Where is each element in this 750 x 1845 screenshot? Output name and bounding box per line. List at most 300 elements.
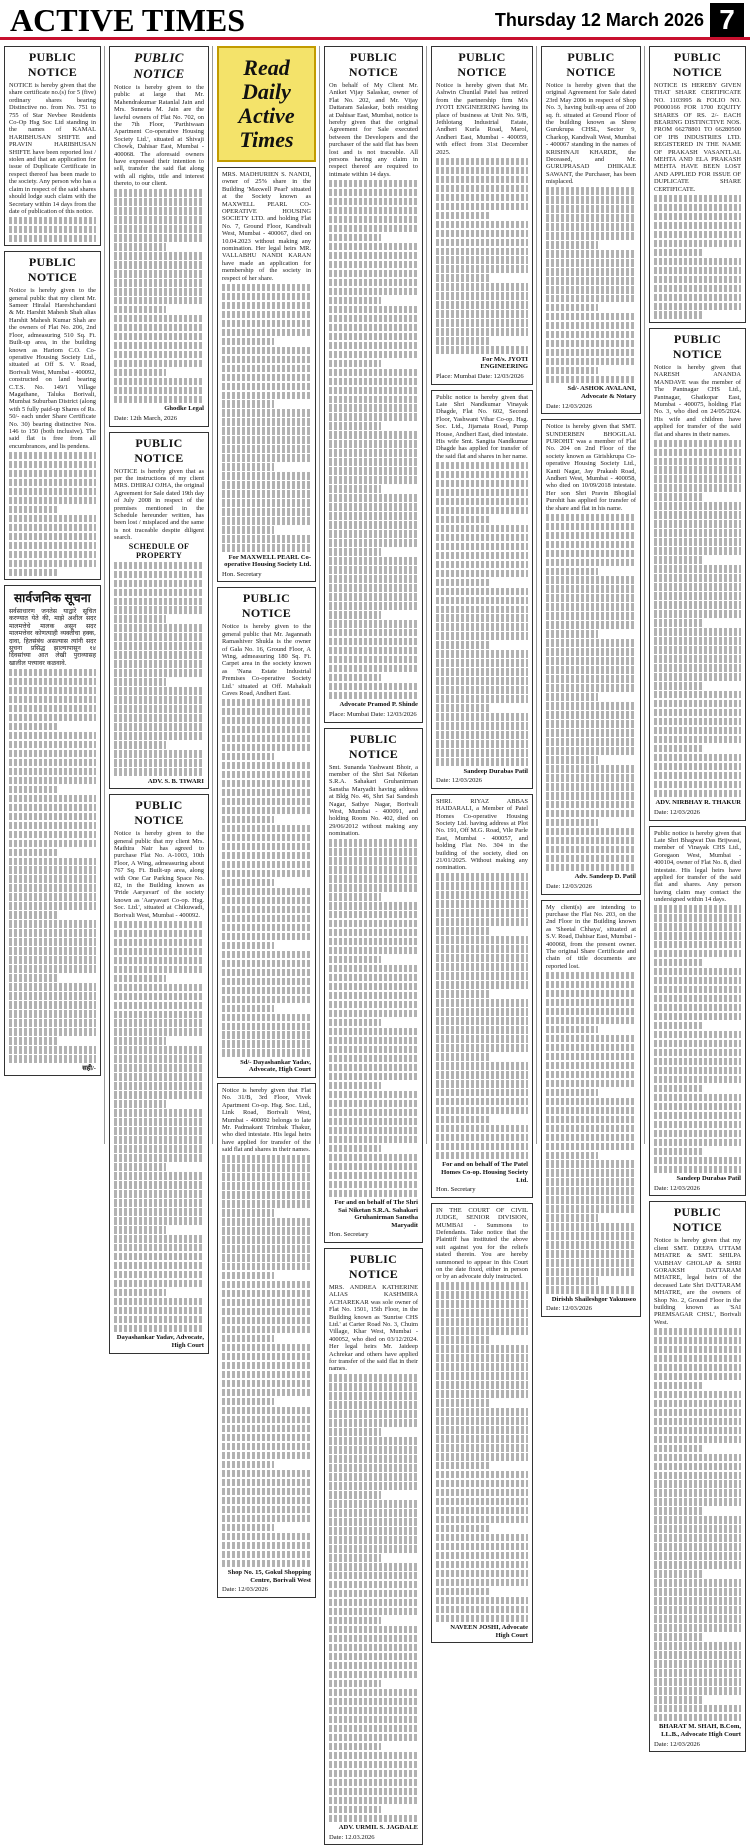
illegible-text-line [654,1022,704,1029]
illegible-text-line [546,594,636,601]
illegible-text-line [9,840,96,847]
illegible-text-line [436,167,528,174]
illegible-text-line [546,774,636,781]
illegible-text-line [114,993,204,1000]
notice-signature: ADV. URMIL S. JAGDALE [338,1824,418,1832]
illegible-text-line [329,306,418,313]
illegible-text-line [222,508,311,515]
notice-paragraph: Notice is hereby given that NARESH ANANDA MANDAVE was the member of The Pantnagar CHS Ltd., Pantnagar, Ghatkopar East, Mumbai - 400075, holding Flat No. 3, who died on 24/05/2024. His wife and children have applied for transfer of the said flat and shares in their names. [654,363,741,438]
illegible-text-line [654,1013,741,1020]
illegible-text-line [222,1371,311,1378]
illegible-text-line [329,1617,381,1624]
notice-signature: ADV. NIRBHAY R. THAKUR [655,799,741,807]
illegible-text-line [329,1401,418,1408]
illegible-text-line [329,1455,418,1462]
illegible-text-line [329,1797,418,1804]
illegible-text-line [329,413,418,420]
illegible-text-line [654,1094,741,1101]
illegible-text-line [222,1470,311,1477]
illegible-text-line [329,530,418,537]
illegible-text-line [329,875,418,882]
illegible-text-line [329,683,418,690]
illegible-text-line [222,1551,311,1558]
notice-paragraph: Notice is hereby given to the general public that my client Mrs. Mathira Nair has agreed to purchase Flat No. A-1003, 10th Floor, A Wing, admeasuring about 767 Sq. Ft. Built-up area, along with One Car Parking Space No. 82, in the Building known as 'Pride Aaryavart' of the society known as 'Aaryavart Co-op. Hsg. Soc. Ltd.', situated at Chikuwadi, Borivali West, Mumbai - 400092. [114,830,204,919]
illegible-text-line [436,480,528,487]
illegible-text-line [222,789,311,796]
illegible-text-line [222,535,311,542]
illegible-text-line [436,1579,528,1586]
notice-paragraph: Notice is hereby given that SMT. SUNDERBEN BHOGILAL PUROHIT was a member of Flat No. 204 on 2nd Floor of the society known as Girishkrupa Co-operative Housing Society Ltd., Kanti Nagar, Jay Prakash Road, Andheri West, Mumbai - 400058, who died on 10/09/2018 intestate. Her son Shri Pravin Bhogilal Purohit has applied for transfer of the share and flat in his name. [546,423,636,512]
illegible-text-line [222,1308,311,1315]
illegible-text-line [222,744,311,751]
illegible-text-line [222,347,311,354]
illegible-text-line [546,205,636,212]
illegible-text-line [222,987,311,994]
illegible-text-line [329,521,418,528]
illegible-text-line [436,194,528,201]
illegible-text-line [222,1335,274,1342]
illegible-text-line [329,458,418,465]
illegible-text-line [9,226,96,233]
illegible-text-line [329,848,418,855]
illegible-text-line [436,900,528,907]
illegible-text-line [546,801,636,808]
notice-paragraph: Public notice is hereby given that Late Shri Bhagwat Das Brijwasi, member of Vinayak CHS Ltd., Goregaon West, Mumbai - 400104, owner of Flat No. 8, died intestate. His legal heirs have applied for transfer of the said flat and shares. Any person having claim may contact the undersigned within 14 days. [654,829,741,904]
illegible-text-line [436,990,489,997]
illegible-text-line [436,462,528,469]
illegible-text-line [546,846,636,853]
illegible-text-line [654,1651,741,1658]
illegible-text-line [114,1019,204,1026]
illegible-text-line [436,1008,528,1015]
illegible-text-line [436,525,528,532]
illegible-text-line [546,693,598,700]
illegible-text-line [329,351,418,358]
notice-title: PUBLIC NOTICE [566,50,616,79]
illegible-text-line [654,440,741,447]
illegible-text-line [114,1208,204,1215]
illegible-text-line [9,1037,59,1044]
illegible-text-line [222,311,311,318]
illegible-text-line [222,1488,311,1495]
notice-place-date: Hon. Secretary [329,1231,369,1239]
illegible-text-line [654,449,741,456]
illegible-text-line [436,1062,528,1069]
illegible-text-line [654,1552,741,1559]
illegible-text-line [114,1064,204,1071]
illegible-text-line [9,849,59,856]
illegible-text-line [654,1130,741,1137]
notice-place-date: Place: Mumbai Date: 12/03/2026 [329,710,417,718]
illegible-text-line [114,270,204,277]
illegible-text-line [114,589,204,596]
illegible-text-line [114,1028,204,1035]
illegible-text-line [329,207,418,214]
illegible-text-line [222,481,311,488]
illegible-text-line [114,1109,204,1116]
illegible-text-line [654,941,741,948]
illegible-text-line [654,1346,741,1353]
illegible-text-line [654,691,741,698]
illegible-text-line [546,1241,636,1248]
illegible-text-line [546,1035,636,1042]
illegible-text-line [436,1345,528,1352]
illegible-text-line [329,602,418,609]
illegible-text-line [546,550,636,557]
illegible-text-line [329,279,418,286]
illegible-text-line [9,669,96,676]
illegible-text-line [329,387,418,394]
illegible-text-line [546,1196,636,1203]
notice-place-date: Date: 12/03/2026 [654,1740,700,1748]
illegible-text-line [329,369,418,376]
illegible-text-line [436,239,528,246]
illegible-text-line [222,870,311,877]
illegible-text-line [436,570,528,577]
illegible-text-line [222,409,311,416]
illegible-text-line [329,198,418,205]
illegible-text-line [114,1127,204,1134]
illegible-text-line [222,1245,311,1252]
notice-title: PUBLIC NOTICE [27,50,78,79]
illegible-text-line [436,749,528,756]
notice-paragraph: Notice is hereby given to the public at large that Mr. Mahendrakumar Ratanlal Jain and Mrs. Suneeta M. Jain are the lawful owners of Flat No. 702, on the 7th Floor, 'Parthiwaan Apartment Co-operative Housing Society Ltd.', situated at Shivaji Chowk, Dahisar East, Mumbai - 400068. The aforesaid owners have expressed their intention to sell, transfer the said flat along with all rights, title and interest thereto, to our client. [114,84,204,188]
illegible-text-line [9,750,96,757]
notice-paragraph: MRS. ANDREA KATHERINE ALIAS KASHMIRA ACHAREKAR was sole owner of Flat No. 1501, 15th Floor, in the Building known as 'Sunrise CHS Ltd.' at Carter Road No. 3, Chuim Village, Khar West, Mumbai - 400052, who died on 03/12/2024. Her legal heirs Mr. Jaideep Achrekar and others have applied for transfer of the said flat in their names. [329,1283,418,1373]
illegible-text-line [9,524,96,531]
illegible-text-line [114,930,204,937]
illegible-text-line [546,1152,598,1159]
notice-paragraph: My client(s) are intending to purchase the Flat No. 203, on the 2nd Floor in the Building known as 'Sheetal Chhaya', situated at S.V. Road, Dahisar East, Mumbai - 400068, from the present owner. The original Share Certificate and chain of title documents are reported lost. [546,903,636,970]
illegible-text-line [222,753,274,760]
illegible-text-line [114,1118,204,1125]
illegible-text-line [9,497,96,504]
illegible-text-line [654,1031,741,1038]
illegible-text-line [546,855,636,862]
illegible-text-line [436,677,528,684]
illegible-text-line [654,1391,741,1398]
illegible-text-line [222,1443,311,1450]
illegible-text-line [436,891,528,898]
illegible-text-line [114,1002,204,1009]
illegible-text-line [654,1337,741,1344]
illegible-text-line [329,1190,418,1197]
illegible-text-line [436,203,528,210]
illegible-text-line [222,1353,311,1360]
illegible-text-line [654,1606,741,1613]
illegible-text-line [654,1498,741,1505]
illegible-text-line [436,597,528,604]
illegible-text-line [546,1187,636,1194]
illegible-text-line [654,959,704,966]
illegible-text-line [222,969,311,976]
illegible-text-line [114,939,204,946]
illegible-text-line [222,708,311,715]
illegible-text-line [9,741,96,748]
illegible-text-line [436,230,528,237]
illegible-text-line [654,493,704,500]
illegible-text-line [222,338,274,345]
illegible-text-line [436,704,489,711]
illegible-text-line [9,1046,96,1053]
illegible-text-line [546,196,636,203]
illegible-text-line [546,1214,598,1221]
illegible-text-line [654,781,741,788]
illegible-text-line [654,458,741,465]
illegible-text-line [654,1507,704,1514]
notice-title: PUBLIC NOTICE [348,731,399,761]
illegible-text-line [114,1298,204,1305]
illegible-text-line [329,992,418,999]
illegible-text-line [546,603,636,610]
illegible-text-line [222,1049,311,1056]
illegible-text-line [654,267,741,274]
column-6 [541,46,641,1313]
illegible-text-line [114,633,204,640]
illegible-text-line [114,216,204,223]
illegible-text-line [546,1044,636,1051]
illegible-text-line [222,1416,311,1423]
illegible-text-line [114,225,204,232]
illegible-text-line [329,1770,418,1777]
illegible-text-line [329,288,418,295]
illegible-text-line [654,294,741,301]
illegible-text-line [654,664,741,671]
illegible-text-line [329,1118,418,1125]
illegible-text-line [654,986,741,993]
illegible-text-line [546,828,636,835]
illegible-text-line [329,665,418,672]
illegible-text-line [222,1164,311,1171]
illegible-text-line [654,547,741,554]
illegible-text-line [329,1662,418,1669]
illegible-text-line [222,374,311,381]
illegible-text-line [546,1125,636,1132]
illegible-text-line [546,1205,636,1212]
illegible-text-line [329,360,381,367]
illegible-text-line [654,914,741,921]
illegible-text-line [436,158,528,165]
illegible-text-line [222,726,311,733]
column-7 [649,46,746,1748]
illegible-text-line [654,968,741,975]
illegible-text-line [546,819,598,826]
illegible-text-line [114,705,204,712]
illegible-text-line [436,212,489,219]
illegible-text-line [329,1500,418,1507]
illegible-text-line [114,1037,166,1044]
notice-paragraph: Notice is hereby given that the original Agreement for Sale dated 23rd May 2006 in respect of Shop No. 3, having built-up area of 200 sq. ft. situated at Ground Floor of the building known as Shree Gurukrupa CHSL, Sector 9, Charkop, Kandivali West, Mumbai - 400067 standing in the names of KRISHNAJI KHARDE, the Deceased, and Mr. GURUPRASAD DHIKALE SAWANT, the Purchaser, has been misplaced. [546,82,636,186]
illegible-text-line [329,1599,418,1606]
notice-paragraph: IN THE COURT OF CIVIL JUDGE, SENIOR DIVISION, MUMBAI - Summons to Defendants. Take notice that the Plaintiff has instituted the above suit against you for the reliefs stated therein. You are hereby summoned to appear in this Court on the date fixed, either in person or by an advocate duly instructed. [436,1206,528,1281]
illegible-text-line [436,740,528,747]
illegible-text-line [329,929,418,936]
illegible-text-line [329,947,418,954]
illegible-text-line [222,1173,311,1180]
illegible-text-line [436,1588,489,1595]
illegible-text-line [436,1116,489,1123]
illegible-text-line [329,884,418,891]
illegible-text-line [114,642,204,649]
illegible-text-line [654,655,741,662]
illegible-text-line [436,882,528,889]
illegible-text-line [9,965,96,972]
illegible-text-line [654,727,741,734]
illegible-text-line [222,699,311,706]
illegible-text-line [222,517,311,524]
illegible-text-line [329,1374,418,1381]
public-notice [431,390,533,789]
illegible-text-line [114,1235,204,1242]
illegible-text-line [546,1080,636,1087]
illegible-text-line [329,1698,418,1705]
illegible-text-line [222,1263,311,1270]
illegible-text-line [114,562,204,569]
notice-signature: Adv. Sandeep D. Patil [574,873,636,881]
illegible-text-line [546,657,636,664]
illegible-text-line [546,1116,636,1123]
illegible-text-line [546,639,636,646]
notice-place-date: Date: 12/03/2026 [654,808,700,816]
illegible-text-line [436,1098,528,1105]
illegible-text-line [654,484,741,491]
illegible-text-line [654,637,741,644]
illegible-text-line [654,745,704,752]
illegible-text-line [436,614,528,621]
illegible-text-line [546,747,636,754]
illegible-text-line [329,1482,418,1489]
illegible-text-line [329,647,418,654]
illegible-text-line [436,1327,528,1334]
illegible-text-line [329,243,418,250]
illegible-text-line [329,1446,418,1453]
illegible-text-line [9,858,96,865]
illegible-text-line [654,511,741,518]
illegible-text-line [114,598,204,605]
illegible-text-line [436,1453,528,1460]
illegible-text-line [329,1590,418,1597]
illegible-text-line [436,1435,528,1442]
notice-title: PUBLIC NOTICE [241,591,292,621]
notice-place-date: Hon. Secretary [436,1186,476,1194]
illegible-text-line [329,911,418,918]
illegible-text-line [329,1779,418,1786]
illegible-text-line [329,449,418,456]
illegible-text-line [222,996,311,1003]
illegible-text-line [329,1145,381,1152]
illegible-text-line [329,378,418,385]
illegible-text-line [222,329,311,336]
illegible-text-line [329,485,381,492]
illegible-text-line [9,1001,96,1008]
illegible-text-line [654,475,741,482]
illegible-text-line [546,295,636,302]
illegible-text-line [9,714,96,721]
notice-place-date: Date: 12/03/2026 [546,402,592,410]
illegible-text-line [654,1463,741,1470]
illegible-text-line [654,923,741,930]
illegible-text-line [329,225,418,232]
illegible-text-line [654,1004,741,1011]
illegible-text-line [329,1019,381,1026]
illegible-text-line [222,924,311,931]
illegible-text-line [329,494,418,501]
illegible-text-line [114,624,204,631]
illegible-text-line [222,1425,311,1432]
illegible-text-line [546,1107,636,1114]
illegible-text-line [436,1489,528,1496]
illegible-text-line [114,1271,204,1278]
illegible-text-line [654,1714,741,1721]
illegible-text-line [329,539,418,546]
illegible-text-line [222,1506,311,1513]
notice-signature: NAVEEN JOSHI, Advocate High Court [450,1624,528,1639]
illegible-text-line [436,328,528,335]
illegible-text-line [654,1112,741,1119]
illegible-text-line [546,576,636,583]
illegible-text-line [436,695,528,702]
page-number: 7 [710,3,744,37]
illegible-text-line [114,1055,204,1062]
illegible-text-line [114,615,166,622]
public-notice [217,167,316,582]
illegible-text-line [9,678,96,685]
illegible-text-line [329,1091,418,1098]
illegible-text-line [222,400,274,407]
illegible-text-line [436,1354,528,1361]
illegible-text-line [654,204,741,211]
illegible-text-line [114,1136,204,1143]
illegible-text-line [114,696,204,703]
illegible-text-line [654,583,741,590]
column-4 [324,46,423,1841]
illegible-text-line [436,274,489,281]
illegible-text-line [222,1380,311,1387]
illegible-text-line [546,1098,636,1105]
illegible-text-line [654,1525,741,1532]
illegible-text-line [329,1716,418,1723]
illegible-text-line [546,313,636,320]
illegible-text-line [9,1010,96,1017]
illegible-text-line [546,268,636,275]
illegible-text-line [329,893,381,900]
notice-place-date: Date: 12.03.2026 [329,1833,375,1841]
notice-signature: BHARAT M. SHAH, B.Com, LL.B., Advocate High Court [659,1723,741,1739]
illegible-text-line [436,1444,528,1451]
illegible-text-line [9,687,96,694]
illegible-text-line [9,938,96,945]
illegible-text-line [329,1100,418,1107]
illegible-text-line [436,346,528,353]
public-notice [4,251,101,580]
illegible-text-line [329,1680,381,1687]
illegible-text-line [329,1536,418,1543]
illegible-text-line [654,1687,741,1694]
notice-title: PUBLIC NOTICE [133,50,185,81]
illegible-text-line [436,534,528,541]
public-notice [431,1203,533,1644]
notice-place-date: Date: 12/03/2026 [222,1586,268,1594]
notice-paragraph: Notice is hereby given to the general public that Mr. Jagannath Ramashiver Shukla is the owner of Gala No. 16, Ground Floor, A Wing, admeasuring 180 Sq. Ft. Carpet area in the society known as 'Nana Estate Industrial Premises Co-operative Society Ltd.' situated at Off. Mahakali Caves Road, Andheri East. [222,623,311,698]
illegible-text-line [546,837,636,844]
illegible-text-line [436,650,528,657]
illegible-text-line [546,684,636,691]
illegible-text-line [436,283,528,290]
illegible-text-line [9,866,96,873]
illegible-text-line [114,606,204,613]
illegible-text-line [654,763,741,770]
illegible-text-line [546,972,636,979]
